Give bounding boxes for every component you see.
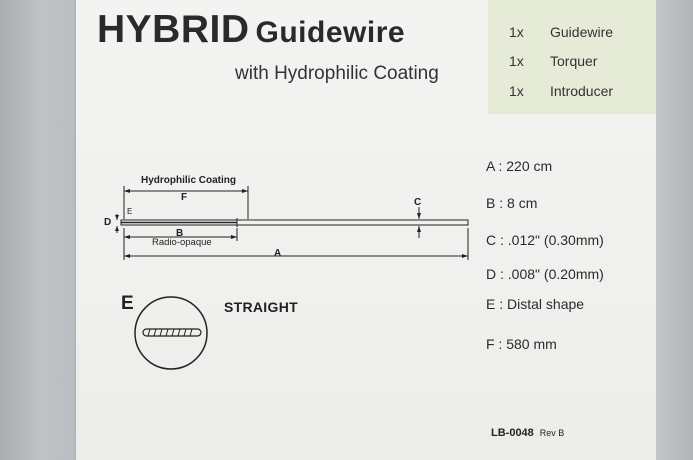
contents-item: Torquer	[550, 53, 598, 69]
dim-a-label: A	[274, 248, 282, 259]
dim-e-label: E	[127, 207, 133, 216]
radio-opaque-label: Radio-opaque	[152, 237, 212, 248]
spec-f: F : 580 mm	[486, 336, 557, 352]
product-subtitle: with Hydrophilic Coating	[235, 63, 439, 84]
title-hybrid: HYBRID	[97, 8, 250, 51]
shape-letter: E	[121, 293, 134, 314]
label-number: LB-0048	[491, 427, 534, 439]
label-code	[491, 427, 564, 439]
contents-item: Guidewire	[550, 24, 614, 40]
contents-qty: 1x	[509, 24, 524, 40]
dim-c-label: C	[414, 197, 422, 208]
distal-shape-circle	[135, 297, 207, 369]
spec-a: A : 220 cm	[486, 158, 553, 174]
title-guidewire: Guidewire	[255, 16, 406, 49]
shape-name: STRAIGHT	[224, 299, 298, 315]
spec-d: D : .008" (0.20mm)	[486, 266, 604, 282]
dim-b-label: B	[176, 228, 184, 239]
dim-f-label: F	[181, 192, 188, 203]
spec-e: E : Distal shape	[486, 296, 585, 312]
spec-c: C : .012" (0.30mm)	[486, 232, 604, 248]
contents-item: Introducer	[550, 83, 614, 99]
coating-label: Hydrophilic Coating	[141, 175, 236, 186]
label-revision: Rev B	[539, 428, 565, 438]
contents-qty: 1x	[509, 53, 524, 69]
dim-d-label: D	[104, 217, 112, 228]
contents-qty: 1x	[509, 83, 524, 99]
spec-b: B : 8 cm	[486, 195, 538, 211]
